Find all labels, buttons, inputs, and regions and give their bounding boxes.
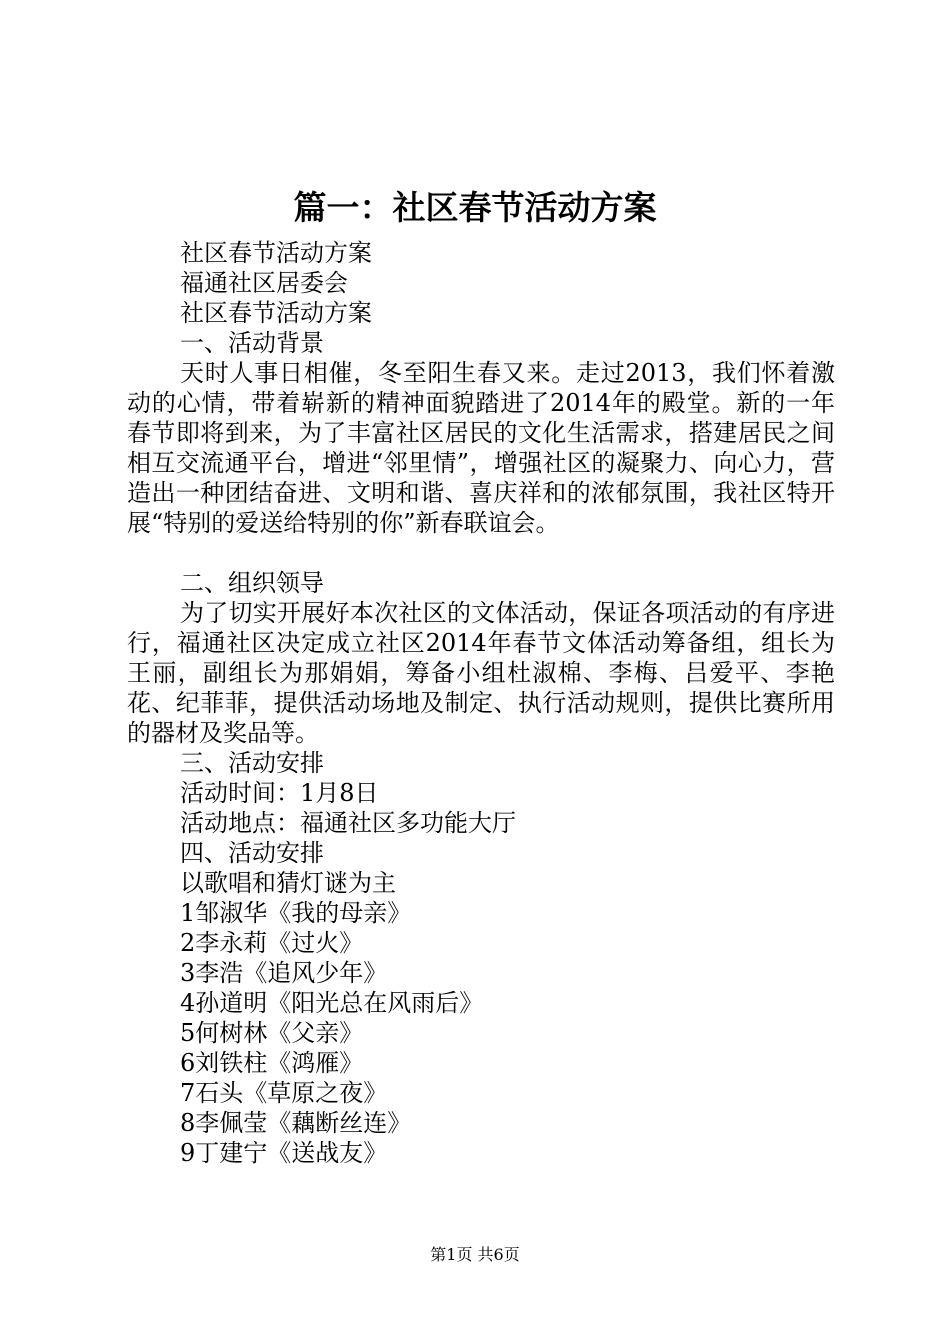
program-item: 4孙道明《阳光总在风雨后》 xyxy=(180,989,484,1017)
page-number: 第1页 共6页 xyxy=(430,1245,520,1264)
section-heading-organization: 二、组织领导 xyxy=(180,569,324,597)
program-item: 5何树林《父亲》 xyxy=(180,1019,364,1047)
paragraph-spacer xyxy=(127,538,835,568)
program-item: 9丁建宁《送战友》 xyxy=(180,1139,388,1167)
document-body xyxy=(127,238,835,1168)
program-intro: 以歌唱和猜灯谜为主 xyxy=(180,869,396,897)
header-line: 社区春节活动方案 xyxy=(180,299,372,327)
organization-paragraph: 为了切实开展好本次社区的文体活动，保证各项活动的有序进行，福通社区决定成立社区2014年春节文体活动筹备组，组长为王丽，副组长为那娟娟，筹备小组杜淑棉、李梅、吕爱平、李艳花、纪菲菲，提供活动场地及制定、执行活动规则，提供比赛所用的器材及奖品等。 xyxy=(127,599,835,747)
program-item: 2李永莉《过火》 xyxy=(180,929,364,957)
program-item: 6刘铁柱《鸿雁》 xyxy=(180,1049,364,1077)
section-heading-background: 一、活动背景 xyxy=(180,329,324,357)
program-item: 7石头《草原之夜》 xyxy=(180,1079,388,1107)
program-item: 8李佩莹《藕断丝连》 xyxy=(180,1109,412,1137)
activity-place: 活动地点：福通社区多功能大厅 xyxy=(180,809,516,837)
header-line: 社区春节活动方案 xyxy=(180,239,372,267)
section-heading-program: 四、活动安排 xyxy=(180,839,324,867)
header-line: 福通社区居委会 xyxy=(180,269,348,297)
document-title: 篇一：社区春节活动方案 xyxy=(293,188,657,227)
program-item: 3李浩《追风少年》 xyxy=(180,959,388,987)
activity-time: 活动时间：1月8日 xyxy=(180,779,379,807)
section-heading-arrangement: 三、活动安排 xyxy=(180,749,324,777)
program-item: 1邹淑华《我的母亲》 xyxy=(180,899,412,927)
background-paragraph: 天时人事日相催，冬至阳生春又来。走过2013，我们怀着激动的心情，带着崭新的精神面貌踏进了2014年的殿堂。新的一年春节即将到来，为了丰富社区居民的文化生活需求，搭建居民之间相互交流通平台，增进“邻里情”，增强社区的凝聚力、向心力，营造出一种团结奋进、文明和谐、喜庆祥和的浓郁氛围，我社区特开展“特别的爱送给特别的你”新春联谊会。 xyxy=(127,359,835,537)
